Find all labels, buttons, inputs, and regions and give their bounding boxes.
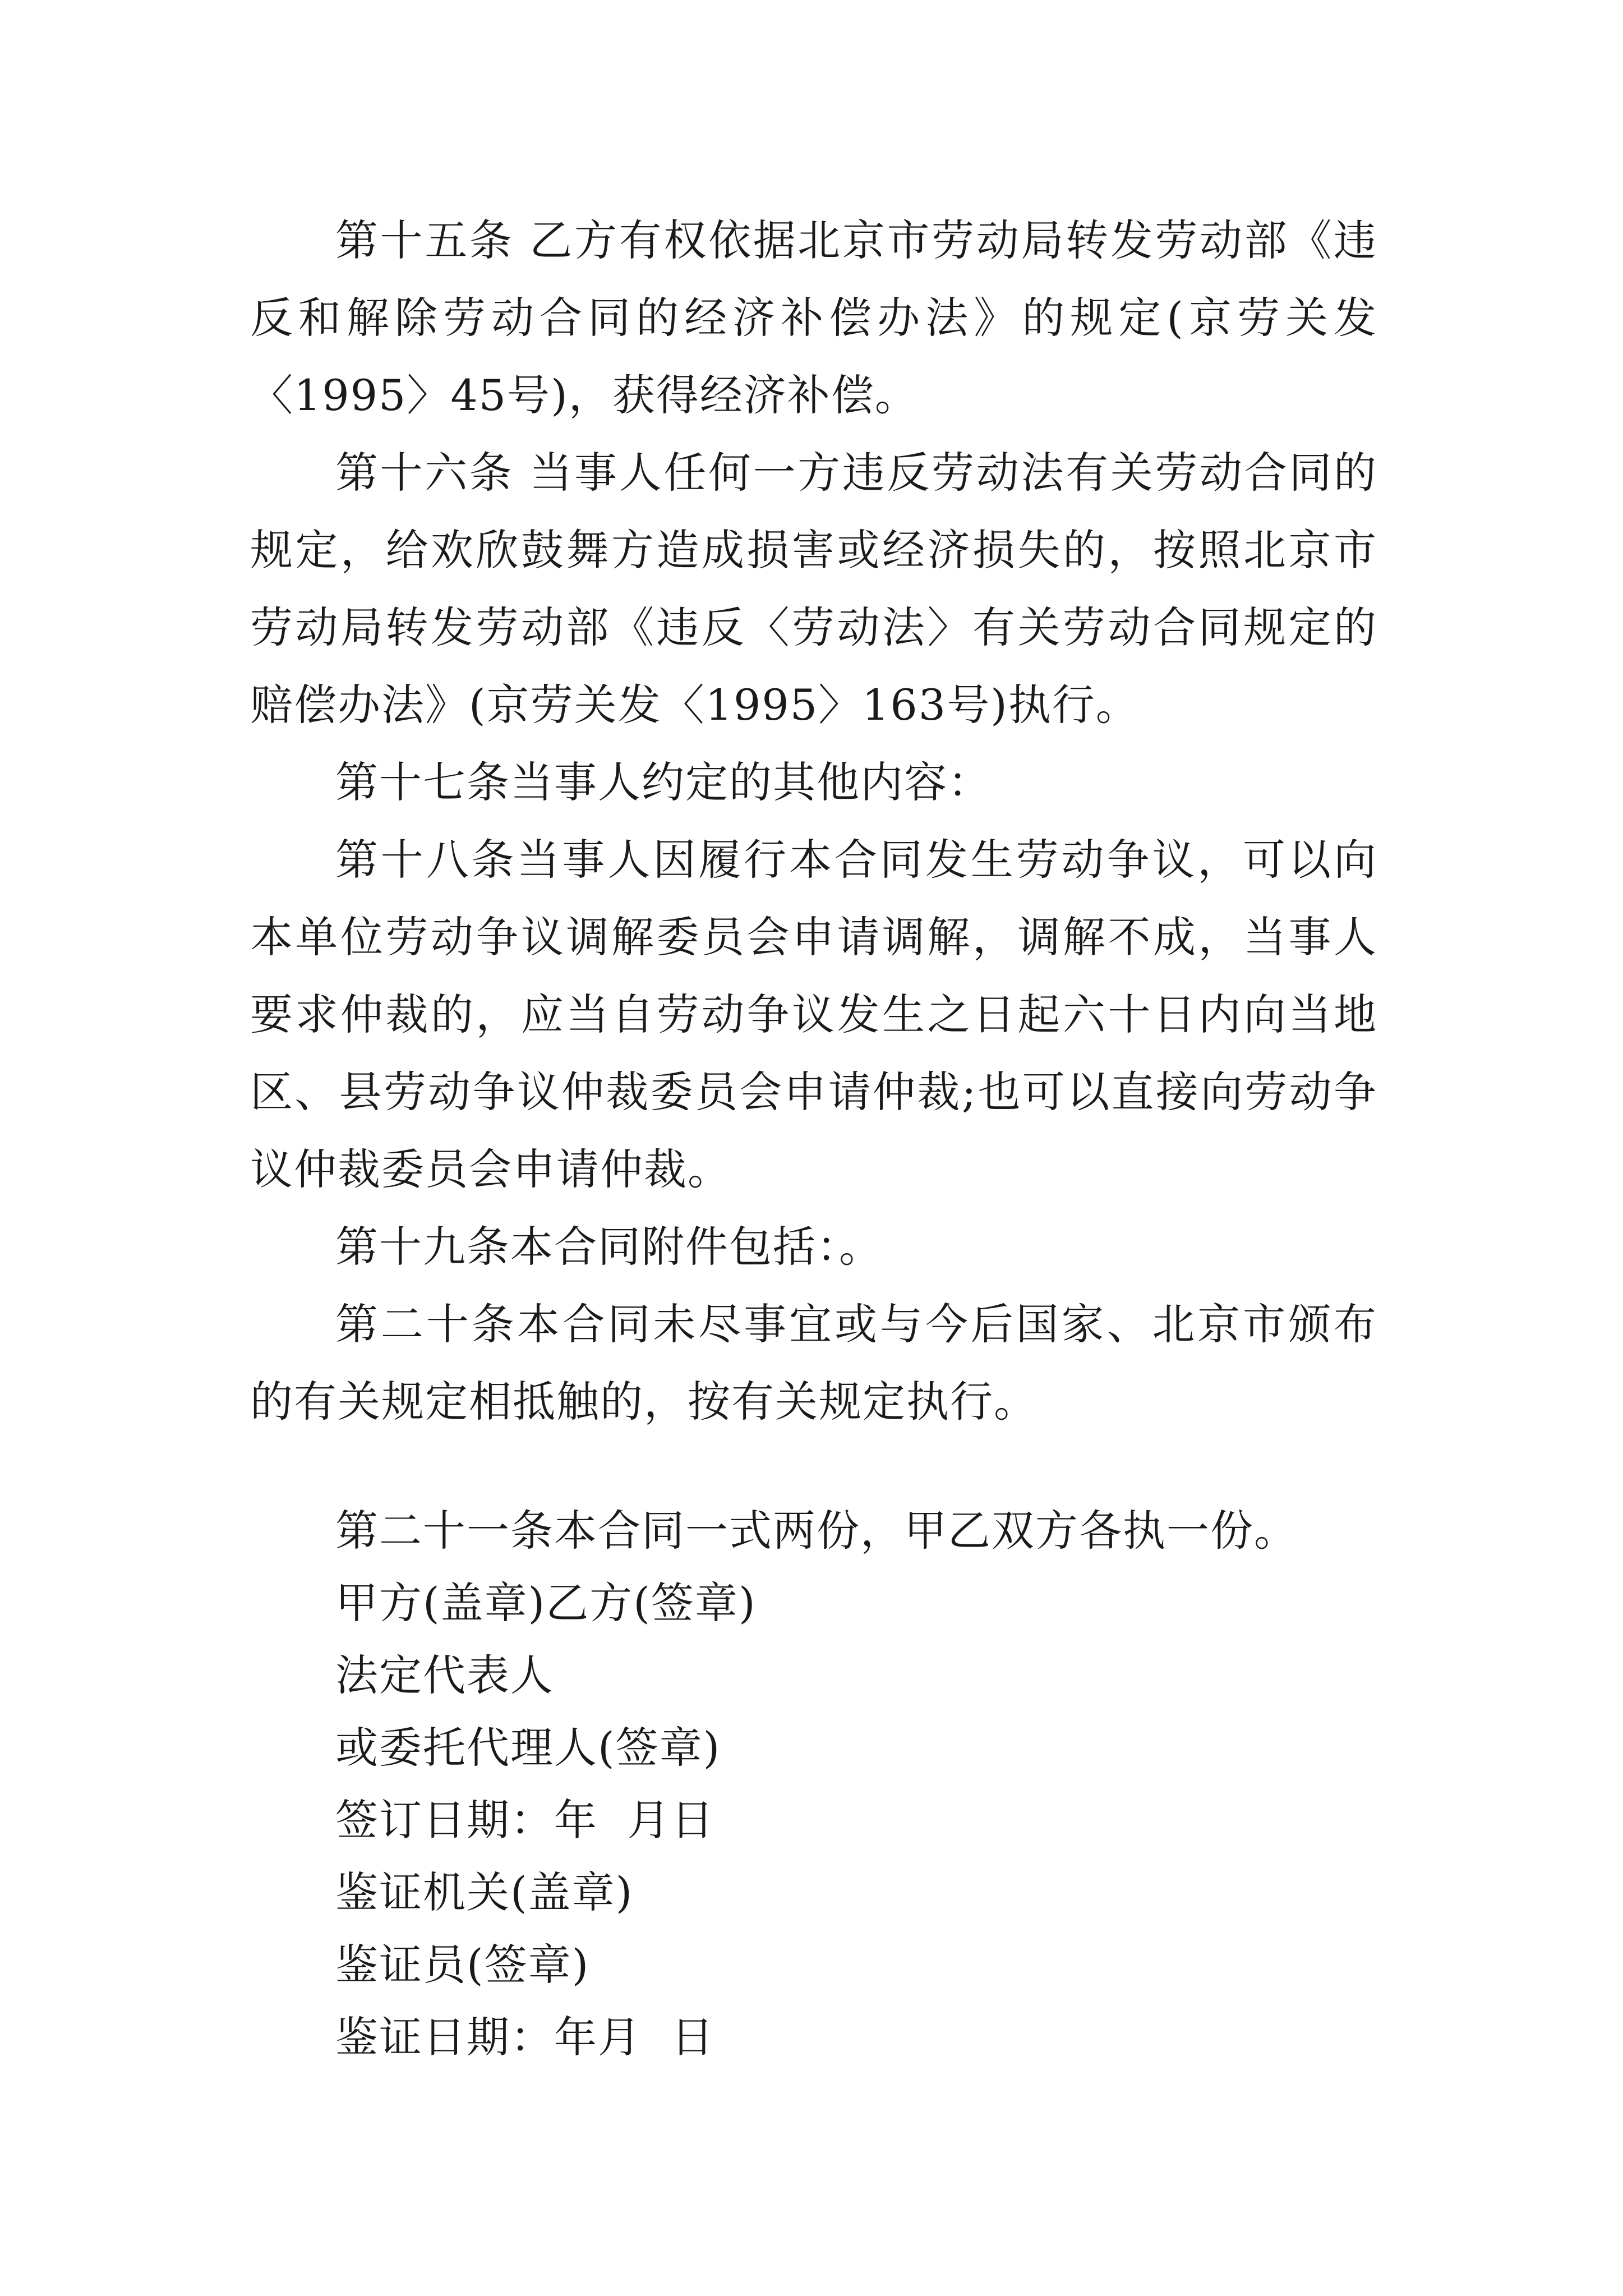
- article-18: 第十八条当事人因履行本合同发生劳动争议，可以向本单位劳动争议调解委员会申请调解，调解不成，当事人要求仲裁的，应当自劳动争议发生之日起六十日内向当地区、县劳动争议仲裁委员会申请仲裁;也可以直接向劳动争议仲裁委员会申请仲裁。: [250, 835, 1377, 1194]
- signing-date-line: 签订日期：年 月日: [335, 1795, 715, 1845]
- authentication-authority-line: 鉴证机关(盖章): [335, 1867, 634, 1917]
- authenticator-line: 鉴证员(签章): [335, 1940, 590, 1990]
- signature-block: [335, 1494, 1298, 2073]
- article-15: 第十五条 乙方有权依据北京市劳动局转发劳动部《违反和解除劳动合同的经济补偿办法》的规定(京劳关发〈1995〉45号)，获得经济补偿。: [250, 215, 1377, 420]
- article-17: 第十七条当事人约定的其他内容：: [335, 757, 992, 807]
- authentication-date-line: 鉴证日期：年月 日: [335, 2012, 715, 2062]
- legal-representative-line: 法定代表人: [335, 1650, 554, 1700]
- contract-body: [250, 202, 1377, 1441]
- article-16: 第十六条 当事人任何一方违反劳动法有关劳动合同的规定，给欢欣鼓舞方造成损害或经济损失的，按照北京市劳动局转发劳动部《违反〈劳动法〉有关劳动合同规定的赔偿办法》(京劳关发〈1995〉163号)执行。: [250, 448, 1377, 730]
- authorized-agent-line: 或委托代理人(签章): [335, 1723, 721, 1773]
- article-19: 第十九条本合同附件包括：。: [335, 1222, 883, 1272]
- party-seals-line: 甲方(盖章)乙方(签章): [335, 1578, 757, 1628]
- article-20: 第二十条本合同未尽事宜或与今后国家、北京市颁布的有关规定相抵触的，按有关规定执行。: [250, 1299, 1377, 1427]
- article-21: 第二十一条本合同一式两份，甲乙双方各执一份。: [335, 1506, 1298, 1556]
